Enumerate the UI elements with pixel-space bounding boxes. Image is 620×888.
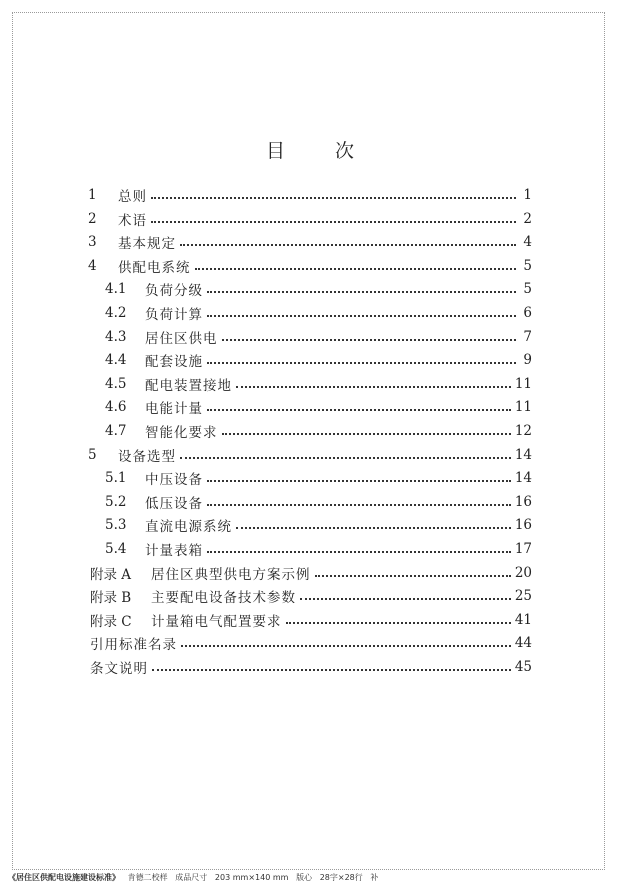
- footer-extra: 补: [370, 873, 379, 882]
- toc-entry-label: 主要配电设备技术参数: [151, 590, 296, 607]
- toc-entry: [90, 609, 532, 631]
- toc-entry-label: 居住区典型供电方案示例: [151, 566, 311, 583]
- toc-entry-page: 5: [523, 281, 532, 298]
- toc-entry-page: 4: [523, 234, 532, 251]
- toc-entry-label: 计量表箱: [145, 543, 203, 559]
- dot-leader: [207, 504, 511, 506]
- dot-leader: [195, 268, 517, 270]
- toc-entry-page: 7: [523, 328, 532, 345]
- toc-entry-number: 5.3: [105, 517, 127, 534]
- toc-entry-label: 基本规定: [118, 236, 176, 253]
- toc-entry: [105, 278, 532, 300]
- toc-entry: [88, 208, 532, 230]
- toc-entry-label: 引用标准名录: [90, 637, 177, 654]
- dot-leader: [207, 362, 516, 364]
- toc-entry-page: 45: [514, 659, 532, 675]
- footer-book-title: 《居住区供配电设施建设标准》: [8, 873, 120, 882]
- toc-entry-number: 1: [88, 187, 97, 203]
- dot-leader: [300, 598, 511, 600]
- toc-entry-page: 11: [514, 375, 532, 392]
- toc-entry: [105, 373, 532, 395]
- toc-entry: [105, 302, 532, 324]
- toc-entry-number: 3: [88, 234, 97, 251]
- page-title: 目 次: [265, 140, 377, 162]
- dot-leader: [207, 315, 516, 317]
- toc-entry-page: 16: [514, 517, 532, 534]
- toc-entry: [90, 656, 532, 678]
- dot-leader: [152, 669, 511, 671]
- dot-leader: [236, 527, 511, 529]
- toc-entry-number: 5.1: [105, 470, 127, 487]
- dot-leader: [207, 551, 511, 553]
- dot-leader: [207, 291, 516, 293]
- toc-entry-number: 4.7: [105, 423, 127, 439]
- dot-leader: [181, 645, 511, 647]
- toc-entry: [90, 562, 532, 584]
- dot-leader: [236, 386, 511, 388]
- toc-entry-number: 2: [88, 210, 97, 227]
- toc-entry-label: 负荷计算: [145, 307, 203, 323]
- toc-entry-label: 直流电源系统: [145, 519, 232, 536]
- toc-entry-page: 17: [514, 541, 532, 557]
- toc-entry-page: 14: [514, 446, 532, 463]
- toc-entry-label: 负荷分级: [145, 283, 203, 300]
- print-footer: [8, 872, 612, 886]
- toc-entry-label: 居住区供电: [145, 330, 218, 347]
- toc-entry: [105, 514, 532, 536]
- toc-entry: [105, 538, 532, 560]
- toc-entry-number: 4: [88, 257, 97, 274]
- toc-entry-label: 中压设备: [145, 472, 203, 489]
- toc-entry: [90, 632, 532, 654]
- toc-entry-label: 设备选型: [118, 448, 176, 465]
- toc-entry-page: 12: [514, 423, 532, 439]
- toc-entry-label: 条文说明: [90, 661, 148, 677]
- dot-leader: [180, 457, 511, 459]
- dot-leader: [222, 339, 517, 341]
- toc-entry-number: 附录 B: [90, 590, 132, 607]
- toc-entry-number: 4.5: [105, 375, 127, 392]
- dot-leader: [286, 622, 511, 624]
- toc-entry-page: 9: [523, 352, 532, 369]
- toc-entry-label: 供配电系统: [118, 259, 191, 276]
- toc-entry: [90, 585, 532, 607]
- toc-entry: [105, 349, 532, 371]
- toc-entry-page: 41: [514, 611, 532, 628]
- toc-entry: [105, 467, 532, 489]
- toc-entry: [105, 396, 532, 418]
- toc-entry-number: 4.6: [105, 399, 127, 416]
- toc-entry-page: 1: [523, 187, 532, 203]
- dot-leader: [151, 197, 516, 199]
- toc-entry-label: 低压设备: [145, 495, 203, 512]
- footer-core-value: 28字×28行: [319, 873, 363, 882]
- toc-entry-label: 电能计量: [145, 401, 203, 418]
- toc-entry: [88, 444, 532, 466]
- toc-entry-page: 6: [523, 305, 532, 321]
- toc-entry-page: 20: [514, 564, 532, 581]
- toc-entry-label: 智能化要求: [145, 425, 218, 441]
- dot-leader: [207, 480, 511, 482]
- toc-entry-number: 附录 C: [90, 613, 132, 630]
- toc-entry-label: 配套设施: [145, 354, 203, 371]
- dot-leader: [315, 575, 511, 577]
- toc-entry: [88, 231, 532, 253]
- toc-entry-page: 16: [514, 493, 532, 510]
- dot-leader: [180, 244, 516, 246]
- toc-entry-page: 11: [514, 399, 532, 416]
- toc-entry-page: 2: [523, 210, 532, 227]
- toc-entry-label: 术语: [118, 212, 147, 229]
- toc-entry-page: 44: [514, 635, 532, 652]
- toc-entry: [105, 420, 532, 442]
- dot-leader: [207, 409, 511, 411]
- toc-entry-label: 计量箱电气配置要求: [151, 613, 282, 630]
- toc-entry: [88, 184, 532, 206]
- toc-entry-number: 附录 A: [90, 566, 132, 583]
- dot-leader: [222, 433, 511, 435]
- toc-entry-page: 25: [514, 588, 532, 605]
- toc-entry-label: 配电装置接地: [145, 377, 232, 394]
- toc-entry-number: 4.4: [105, 352, 127, 369]
- footer-size-label: 成品尺寸: [175, 873, 208, 882]
- toc-entry: [88, 255, 532, 277]
- toc-entry-page: 5: [523, 257, 532, 274]
- toc-entry-number: 4.3: [105, 328, 127, 345]
- toc-entry-number: 5: [88, 446, 97, 463]
- toc-entry: [105, 491, 532, 513]
- footer-core-label: 版心: [296, 873, 313, 882]
- footer-size-value: 203 mm×140 mm: [214, 873, 289, 882]
- toc-entry-label: 总则: [118, 189, 147, 205]
- footer-proof: 肯德二校样: [127, 873, 168, 882]
- toc-entry-number: 5.2: [105, 493, 127, 510]
- dot-leader: [151, 221, 516, 223]
- toc-entry: [105, 326, 532, 348]
- toc-entry-number: 4.2: [105, 305, 127, 321]
- toc-entry-page: 14: [514, 470, 532, 487]
- toc-entry-number: 5.4: [105, 541, 127, 557]
- toc-entry-number: 4.1: [105, 281, 127, 298]
